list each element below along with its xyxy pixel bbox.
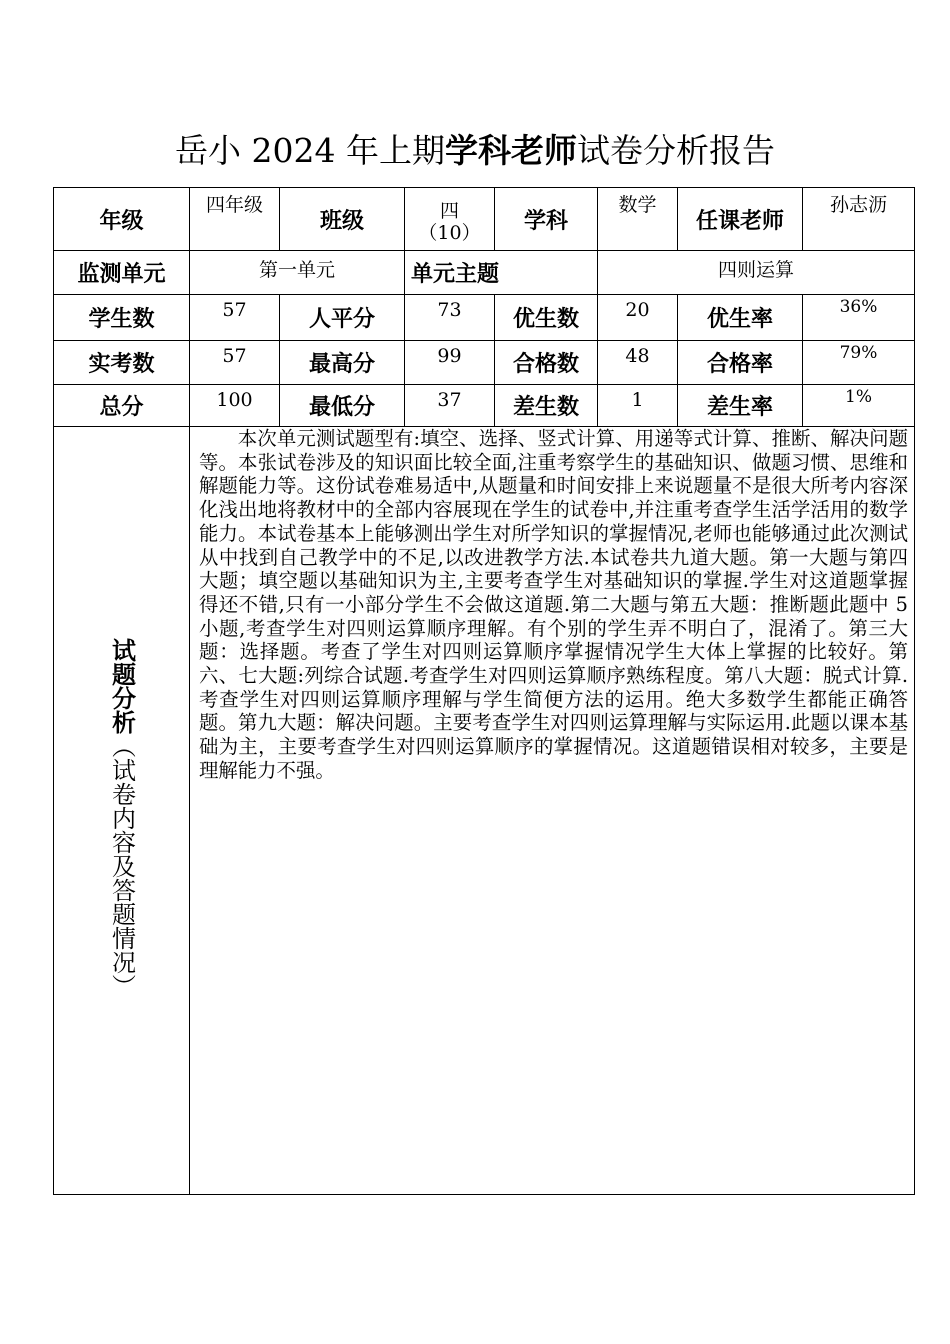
title-part-school: 岳小 2024 年上期 bbox=[175, 131, 445, 170]
title-part-bold: 学科老师 bbox=[444, 131, 577, 170]
max-label: 最高分 bbox=[280, 341, 405, 385]
avg-value: 73 bbox=[405, 295, 495, 341]
report-table bbox=[53, 187, 915, 1195]
max-value: 99 bbox=[405, 341, 495, 385]
teacher-value: 孙志沥 bbox=[803, 188, 915, 251]
poor-rate-label: 差生率 bbox=[678, 385, 803, 427]
theme-value: 四则运算 bbox=[598, 251, 915, 295]
total-value: 100 bbox=[190, 385, 280, 427]
pass-count-value: 48 bbox=[598, 341, 678, 385]
excellent-rate-value: 36% bbox=[803, 295, 915, 341]
pass-rate-value: 79% bbox=[803, 341, 915, 385]
teacher-label: 任课老师 bbox=[678, 188, 803, 251]
excellent-rate-label: 优生率 bbox=[678, 295, 803, 341]
min-label: 最低分 bbox=[280, 385, 405, 427]
subject-label: 学科 bbox=[495, 188, 598, 251]
avg-label: 人平分 bbox=[280, 295, 405, 341]
class-label: 班级 bbox=[280, 188, 405, 251]
students-label: 学生数 bbox=[54, 295, 190, 341]
class-value bbox=[405, 188, 495, 251]
pass-rate-label: 合格率 bbox=[678, 341, 803, 385]
pass-count-label: 合格数 bbox=[495, 341, 598, 385]
subject-value: 数学 bbox=[598, 188, 678, 251]
title-part-report: 试卷分析报告 bbox=[576, 131, 775, 170]
table-row-tested bbox=[54, 341, 915, 385]
grade-label: 年级 bbox=[54, 188, 190, 251]
excellent-count-label: 优生数 bbox=[495, 295, 598, 341]
total-label: 总分 bbox=[54, 385, 190, 427]
grade-value: 四年级 bbox=[190, 188, 280, 251]
unit-label: 监测单元 bbox=[54, 251, 190, 295]
poor-count-value: 1 bbox=[598, 385, 678, 427]
theme-label: 单元主题 bbox=[405, 251, 598, 295]
class-value-line2: （10） bbox=[418, 222, 481, 244]
class-value-line1: 四 bbox=[439, 200, 459, 222]
analysis-text: 本次单元测试题型有:填空、选择、竖式计算、用递等式计算、推断、解决问题等。本张试卷涉及的知识面比较全面,注重考察学生的基础知识、做题习惯、思维和解题能力等。这份试卷难易适中,从题量和时间安排上来说题量不是很大所考内容深化浅出地将教材中的全部内容展现在学生的试卷中,并注重考查学生活学活用的数学能力。本试卷基本上能够测出学生对所学知识的掌握情况,老师也能够通过此次测试从中找到自己教学中的不足,以改进教学方法.本试卷共九道大题。第一大题与第四大题；填空题以基础知识为主,主要考查学生对基础知识的掌握.学生对这道题掌握得还不错,只有一小部分学生不会做这道题.第二大题与第五大题：推断题此题中 5 小题,考查学生对四则运算顺序理解。有个别的学生弄不明白了，混淆了。第三大题：选择题。考查了学生对四则运算顺序掌握情况学生大体上掌握的比较好。第六、七大题:列综合试题.考查学生对四则运算顺序熟练程度。第八大题：脱式计算.考查学生对四则运算顺序理解与学生简便方法的运用。绝大多数学生都能正确答题。第九大题：解决问题。主要考查学生对四则运算理解与实际运用.此题以课本基础为主，主要考查学生对四则运算顺序的掌握情况。这道题错误相对较多，主要是理解能力不强。 bbox=[190, 427, 915, 1195]
page-title bbox=[0, 126, 950, 176]
poor-rate-value: 1% bbox=[803, 385, 915, 427]
table-row-analysis bbox=[54, 427, 915, 1195]
tested-value: 57 bbox=[190, 341, 280, 385]
tested-label: 实考数 bbox=[54, 341, 190, 385]
table-row-students bbox=[54, 295, 915, 341]
analysis-side-label-text bbox=[107, 638, 137, 998]
excellent-count-value: 20 bbox=[598, 295, 678, 341]
analysis-side-label-plain: （试卷内容及答题情况） bbox=[107, 733, 136, 998]
analysis-side-label bbox=[54, 427, 190, 1195]
table-row-unit bbox=[54, 251, 915, 295]
students-value: 57 bbox=[190, 295, 280, 341]
min-value: 37 bbox=[405, 385, 495, 427]
analysis-side-label-bold: 试题分析 bbox=[107, 637, 136, 734]
poor-count-label: 差生数 bbox=[495, 385, 598, 427]
unit-value: 第一单元 bbox=[190, 251, 405, 295]
table-row-total bbox=[54, 385, 915, 427]
table-row-basic-info bbox=[54, 188, 915, 251]
